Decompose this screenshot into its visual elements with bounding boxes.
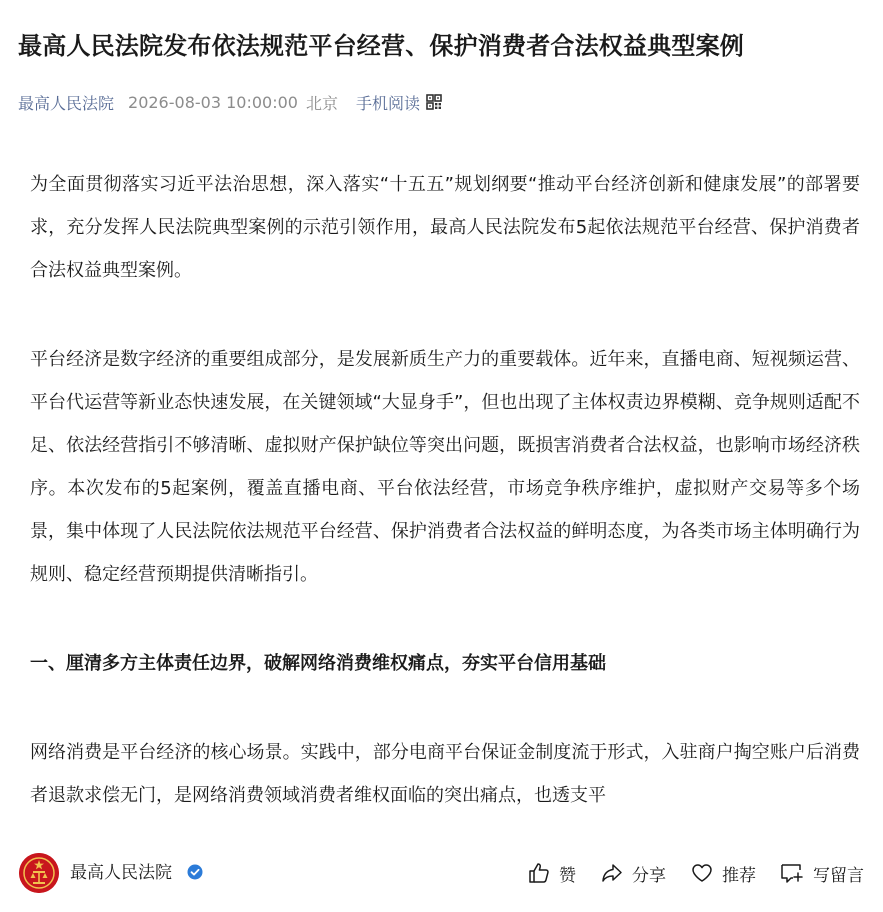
- recommend-label: 推荐: [722, 865, 756, 886]
- publish-time: 2026-08-03 10:00:00: [128, 92, 298, 112]
- mobile-read-link[interactable]: 手机阅读: [355, 93, 420, 113]
- share-button[interactable]: [600, 858, 666, 888]
- publish-location: 北京: [305, 93, 338, 113]
- article-meta: [18, 88, 442, 116]
- court-emblem-icon: [19, 853, 59, 893]
- recommend-button[interactable]: [690, 858, 756, 888]
- article-paragraph: 平台经济是数字经济的重要组成部分，是发展新质生产力的重要载体。近年来，直播电商、短视频运营、平台代运营等新业态快速发展，在关键领域“大显身手”，但也出现了主体权责边界模糊、竞争规则适配不足、依法经营指引不够清晰、虚拟财产保护缺位等突出问题，既损害消费者合法权益，也影响市场经济秩序。本次发布的5起案例，覆盖直播电商、平台依法经营，市场竞争秩序维护，虚拟财产交易等多个场景，集中体现了人民法院依法规范平台经营、保护消费者合法权益的鲜明态度，为各类市场主体明确行为规则、稳定经营预期提供清晰指引。: [30, 349, 860, 585]
- article-paragraph: 为全面贯彻落实习近平法治思想，深入落实“十五五”规划纲要“推动平台经济创新和健康发展”的部署要求，充分发挥人民法院典型案例的示范引领作用，最高人民法院发布5起依法规范平台经营、保护消费者合法权益典型案例。: [30, 174, 860, 281]
- qr-code-icon[interactable]: [426, 94, 442, 110]
- write-comment-label: 写留言: [813, 865, 864, 886]
- source-account-link[interactable]: 最高人民法院: [18, 93, 115, 113]
- article-title: 最高人民法院发布依法规范平台经营、保护消费者合法权益典型案例: [18, 32, 744, 60]
- comment-add-icon: [779, 861, 805, 885]
- section-heading: 一、厘清多方主体责任边界，破解网络消费维权痛点，夯实平台信用基础: [30, 653, 606, 674]
- article-body: [30, 163, 860, 833]
- account-avatar[interactable]: [19, 853, 59, 893]
- like-label: 赞: [559, 865, 576, 886]
- verified-badge-icon: [187, 864, 203, 880]
- like-button[interactable]: [527, 858, 576, 888]
- thumbs-up-icon: [527, 861, 551, 885]
- article-paragraph: 网络消费是平台经济的核心场景。实践中，部分电商平台保证金制度流于形式，入驻商户掏空账户后消费者退款求偿无门，是网络消费领域消费者维权面临的突出痛点，也透支平: [30, 742, 860, 806]
- account-name-link[interactable]: 最高人民法院: [70, 863, 172, 883]
- heart-icon: [690, 861, 714, 885]
- write-comment-button[interactable]: [779, 858, 864, 888]
- share-label: 分享: [632, 865, 666, 886]
- share-arrow-icon: [600, 861, 624, 885]
- bottom-toolbar: [0, 834, 883, 912]
